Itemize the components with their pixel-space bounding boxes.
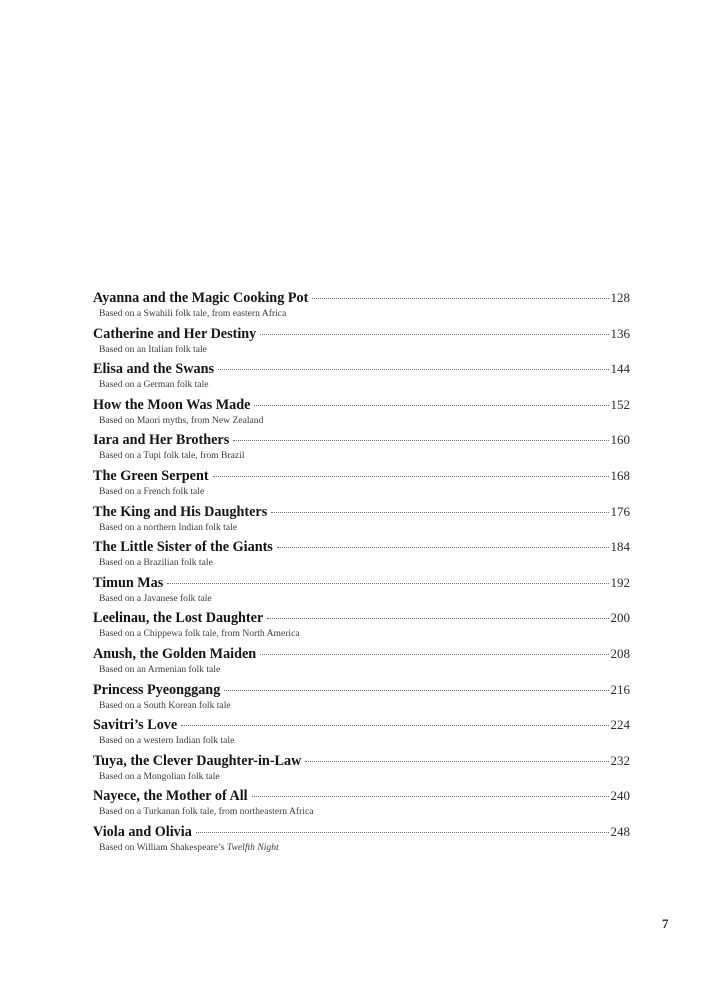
toc-entry-title-line: [93, 680, 630, 699]
toc-entry: [93, 395, 630, 431]
toc-entry-title: Viola and Olivia: [93, 823, 192, 840]
toc-entry-title-line: [93, 466, 630, 485]
toc-entry: [93, 288, 630, 324]
toc-entry-title: Nayece, the Mother of All: [93, 788, 248, 805]
toc-entry-title: Ayanna and the Magic Cooking Pot: [93, 290, 309, 306]
toc-entry-title: The King and His Daughters: [93, 503, 268, 520]
toc-entry-title: Elisa and the Swans: [93, 361, 215, 378]
toc-entry-title: How the Moon Was Made: [93, 396, 251, 413]
dot-leader: [213, 476, 609, 477]
page-number: 7: [662, 916, 669, 931]
dot-leader: [224, 690, 608, 691]
toc-entry-source-italic: Twelfth Night: [226, 841, 279, 853]
toc-entry-source-text: Based on a Turkanan folk tale, from northeastern Africa: [99, 806, 314, 818]
dot-leader: [254, 405, 608, 406]
toc-entry-title-line: [93, 715, 630, 734]
toc-entry: [93, 466, 630, 502]
toc-entry-page-number: 224: [610, 717, 630, 733]
toc-entry-title-line: [93, 608, 630, 627]
toc-entry-source: [93, 734, 630, 749]
toc-entry-source: [93, 699, 630, 714]
toc-entry-page-number: 176: [610, 503, 630, 519]
toc-entry-source: [93, 805, 630, 820]
toc-entry-source-text: Based on an Armenian folk tale: [99, 663, 221, 675]
toc-entry: [93, 751, 630, 787]
toc-entry: [93, 715, 630, 751]
toc-entry-source-text: Based on a Brazilian folk tale: [99, 557, 213, 569]
toc-entry-page-number: 248: [610, 823, 630, 839]
toc-entry-title-line: [93, 430, 630, 449]
toc-entry-page-number: 232: [610, 752, 630, 768]
toc-entry: [93, 324, 630, 360]
toc-entry-source: [93, 592, 630, 607]
toc-entry-source-text: Based on a Javanese folk tale: [99, 592, 212, 604]
toc-entry-title: Leelinau, the Lost Daughter: [93, 610, 264, 627]
toc-entry: [93, 502, 630, 538]
toc-entry-title: Savitri’s Love: [93, 717, 178, 734]
dot-leader: [181, 725, 608, 726]
toc-entry: [93, 359, 630, 395]
toc-entry-source: [93, 449, 630, 464]
table-of-contents: [93, 288, 630, 858]
toc-entry-source-text: Based on William Shakespeare’s: [99, 841, 225, 853]
toc-entry-source-text: Based on a French folk tale: [99, 485, 205, 497]
toc-entry-title-line: [93, 644, 630, 663]
toc-entry-title: Princess Pyeonggang: [93, 681, 221, 698]
toc-entry-page-number: 152: [610, 396, 630, 412]
toc-entry-title-line: [93, 502, 630, 521]
toc-entry-page-number: 168: [610, 467, 630, 483]
toc-entry-source: [93, 414, 630, 429]
toc-entry-page-number: 240: [610, 788, 630, 804]
toc-entry-title-line: [93, 395, 630, 414]
toc-entry-source: [93, 627, 630, 642]
toc-entry-page-number: 208: [610, 645, 630, 661]
toc-entry: [93, 430, 630, 466]
toc-entry-source-text: Based on a German folk tale: [99, 379, 209, 391]
toc-entry-title-line: [93, 751, 630, 770]
dot-leader: [196, 832, 609, 833]
toc-entry: [93, 822, 630, 858]
toc-entry-source: [93, 841, 630, 856]
toc-entry-source-text: Based on a Chippewa folk tale, from North America: [99, 628, 300, 640]
toc-entry-source: [93, 663, 630, 678]
toc-entry-source-text: Based on Maori myths, from New Zealand: [99, 414, 264, 426]
toc-entry: [93, 537, 630, 573]
toc-entry-page-number: 216: [610, 681, 630, 697]
toc-entry-page-number: 136: [610, 325, 630, 341]
dot-leader: [267, 618, 608, 619]
toc-entry-title-line: [93, 324, 630, 343]
dot-leader: [271, 512, 608, 513]
toc-entry-title: The Green Serpent: [93, 467, 209, 484]
dot-leader: [218, 369, 608, 370]
toc-entry-title-line: [93, 359, 630, 378]
toc-entry-source: [93, 485, 630, 500]
dot-leader: [260, 334, 608, 335]
toc-entry-title: Iara and Her Brothers: [93, 432, 230, 449]
toc-entry-source: [93, 521, 630, 536]
toc-entry-source: [93, 307, 630, 322]
toc-entry-page-number: 128: [610, 290, 630, 305]
toc-entry-source-text: Based on a Mongolian folk tale: [99, 770, 220, 782]
dot-leader: [167, 583, 608, 584]
toc-entry-page-number: 184: [610, 539, 630, 555]
toc-entry-source: [93, 770, 630, 785]
toc-entry-source-text: Based on a Tupi folk tale, from Brazil: [99, 450, 245, 462]
toc-entry-title: The Little Sister of the Giants: [93, 539, 273, 556]
dot-leader: [233, 440, 608, 441]
toc-entry: [93, 680, 630, 716]
toc-entry-source-text: Based on a South Korean folk tale: [99, 699, 231, 711]
toc-entry: [93, 573, 630, 609]
toc-entry-title: Tuya, the Clever Daughter-in-Law: [93, 752, 302, 769]
toc-entry: [93, 786, 630, 822]
dot-leader: [277, 547, 609, 548]
toc-entry-page-number: 144: [610, 361, 630, 377]
toc-entry-source-text: Based on an Italian folk tale: [99, 343, 207, 355]
toc-entry-page-number: 160: [610, 432, 630, 448]
dot-leader: [305, 761, 608, 762]
toc-entry-source: [93, 556, 630, 571]
toc-entry-source: [93, 343, 630, 358]
toc-entry-page-number: 192: [610, 574, 630, 590]
toc-entry-title-line: [93, 288, 630, 307]
toc-entry-title-line: [93, 537, 630, 556]
toc-entry: [93, 644, 630, 680]
toc-entry-title-line: [93, 573, 630, 592]
toc-entry-title: Anush, the Golden Maiden: [93, 645, 257, 662]
toc-entry-page-number: 200: [610, 610, 630, 626]
toc-entry-source: [93, 378, 630, 393]
toc-entry-source-text: Based on a northern Indian folk tale: [99, 521, 237, 533]
toc-entry-title-line: [93, 786, 630, 805]
dot-leader: [260, 654, 608, 655]
toc-entry-source-text: Based on a western Indian folk tale: [99, 735, 235, 747]
dot-leader: [252, 796, 609, 797]
toc-entry: [93, 608, 630, 644]
toc-entry-title-line: [93, 822, 630, 841]
toc-entry-source-text: Based on a Swahili folk tale, from eastern Africa: [99, 308, 287, 319]
toc-entry-title: Catherine and Her Destiny: [93, 325, 257, 342]
dot-leader: [312, 298, 608, 299]
toc-entry-title: Timun Mas: [93, 574, 164, 591]
